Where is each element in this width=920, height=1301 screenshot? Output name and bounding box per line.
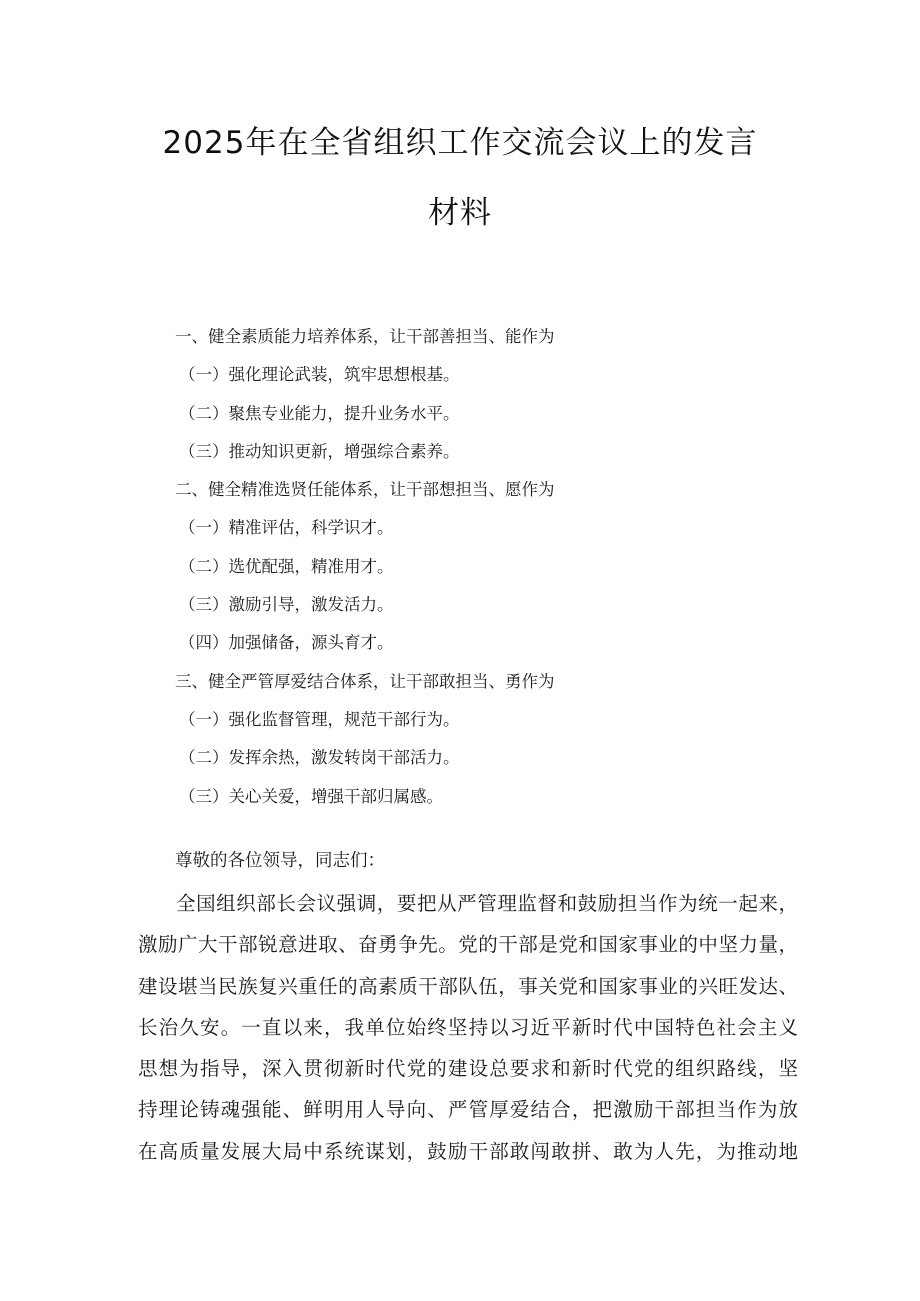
outline-subitem: （三）激励引导，激发活力。: [179, 595, 394, 615]
body-paragraph: [138, 883, 798, 1172]
outline-subitem: （二）发挥余热，激发转岗干部活力。: [179, 748, 460, 768]
outline-subitem: （四）加强储备，源头育才。: [179, 633, 394, 653]
outline-subitem: （一）强化监督管理，规范干部行为。: [179, 709, 460, 729]
body-line: 在高质量发展大局中系统谋划，鼓励干部敢闯敢拼、敢为人先，为推动地: [138, 1139, 798, 1163]
outline-heading: 二、健全精准选贤任能体系，让干部想担当、愿作为: [175, 480, 555, 500]
outline-list: [175, 318, 555, 816]
outline-subitem: （一）强化理论武装，筑牢思想根基。: [179, 365, 460, 385]
body-line: 激励广大干部锐意进取、奋勇争先。党的干部是党和国家事业的中坚力量，: [138, 933, 798, 957]
body-line: 长治久安。一直以来，我单位始终坚持以习近平新时代中国特色社会主义: [138, 1015, 798, 1039]
body-line: 思想为指导，深入贯彻新时代党的建设总要求和新时代党的组织路线，坚: [138, 1057, 798, 1081]
outline-subitem: （二）聚焦专业能力，提升业务水平。: [179, 403, 460, 423]
outline-subitem: （三）关心关爱，增强干部归属感。: [179, 786, 443, 806]
outline-subitem: （二）选优配强，精准用才。: [179, 556, 394, 576]
outline-subitem: （三）推动知识更新，增强综合素养。: [179, 441, 460, 461]
salutation: 尊敬的各位领导，同志们：: [175, 851, 385, 871]
outline-subitem: （一）精准评估，科学识才。: [179, 518, 394, 538]
outline-heading: 一、健全素质能力培养体系，让干部善担当、能作为: [175, 327, 555, 346]
document-title-line-2: 材料: [428, 195, 492, 231]
outline-heading: 三、健全严管厚爱结合体系，让干部敢担当、勇作为: [175, 671, 555, 691]
body-line: 建设堪当民族复兴重任的高素质干部队伍，事关党和国家事业的兴旺发达、: [138, 974, 798, 998]
body-line: 全国组织部长会议强调，要把从严管理监督和鼓励担当作为统一起来，: [176, 892, 798, 915]
body-line: 持理论铸魂强能、鲜明用人导向、严管厚爱结合，把激励干部担当作为放: [138, 1098, 798, 1122]
document-title-line-1: 2025年在全省组织工作交流会议上的发言: [162, 125, 758, 161]
